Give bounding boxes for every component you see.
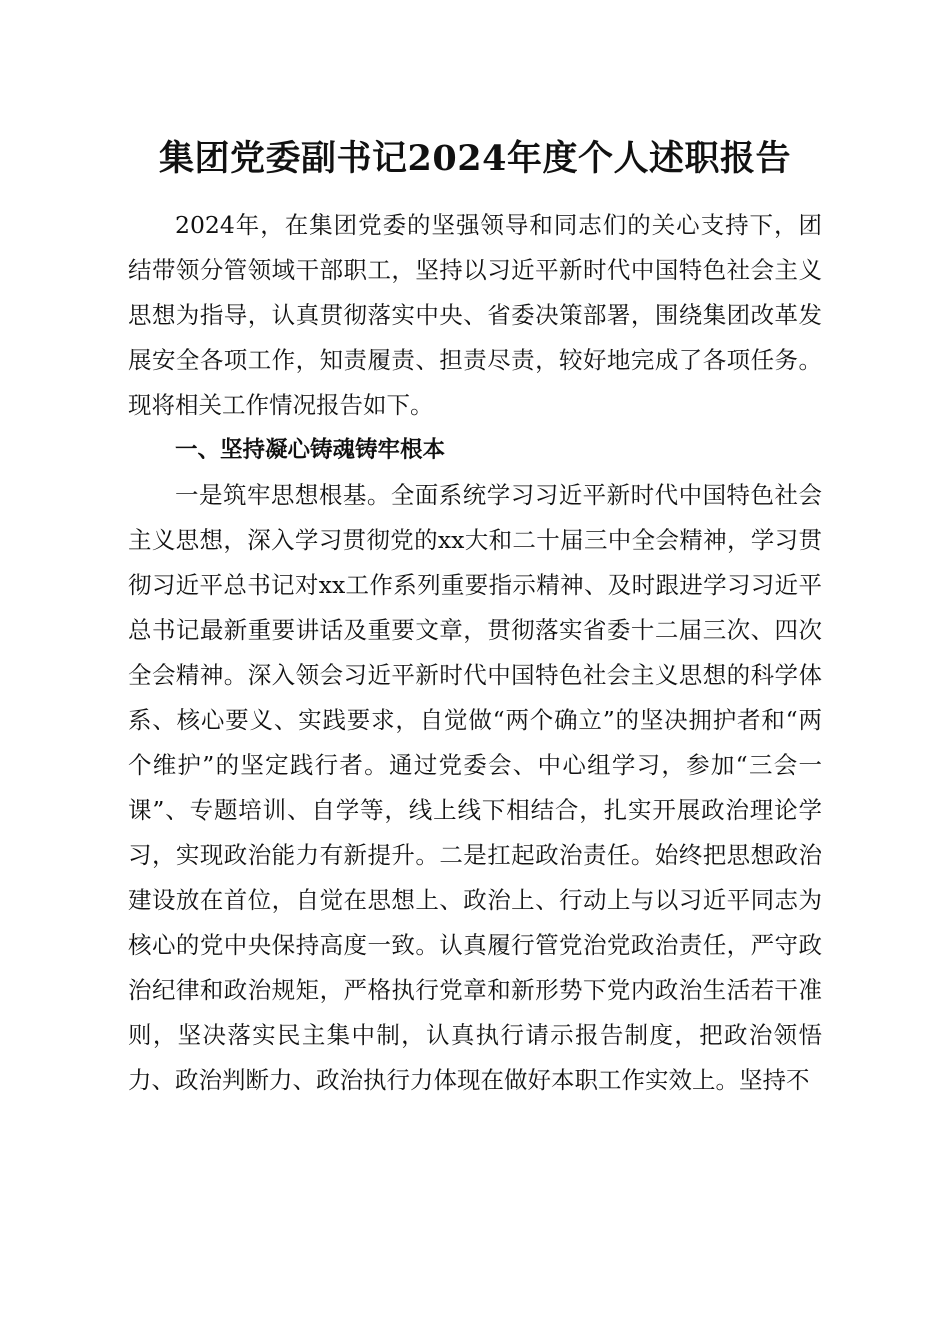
intro-paragraph: 2024年，在集团党委的坚强领导和同志们的关心支持下，团结带领分管领域干部职工，坚持以习近平新时代中国特色社会主义思想为指导，认真贯彻落实中央、省委决策部署，围绕集团改革发展安全各项工作，知责履责、担责尽责，较好地完成了各项任务。现将相关工作情况报告如下。 <box>128 211 822 419</box>
point-one-body: 全面系统学习习近平新时代中国特色社会主义思想，深入学习贯彻党的xx大和二十届三中全会精神，学习贯彻习近平总书记对xx工作系列重要指示精神、及时跟进学习习近平总书记最新重要讲话及重要文章，贯彻落实省委十二届三次、四次全会精神。深入领会习近平新时代中国特色社会主义思想的科学体系、核心要义、实践要求，自觉做“两个确立”的坚决拥护者和“两个维护”的坚定践行者。通过党委会、中心组学习，参加“三会一课”、专题培训、自学等，线上线下相结合，扎实开展政治理论学习，实现政治能力有新提升。 <box>128 481 823 869</box>
point-two-body: 始终把思想政治建设放在首位，自觉在思想上、政治上、行动上与以习近平同志为核心的党中央保持高度一致。认真履行管党治党政治责任，严守政治纪律和政治规矩，严格执行党章和新形势下党内政治生活若干准则，坚决落实民主集中制，认真执行请示报告制度，把政治领悟力、政治判断力、政治执行力体现在做好本职工作实效上。坚持不 <box>128 841 823 1094</box>
point-two-lead: 二是扛起政治责任。 <box>439 841 655 869</box>
section-heading: 一、坚持凝心铸魂铸牢根本 <box>175 437 446 463</box>
document-body <box>128 203 822 1103</box>
point-one-lead: 一是筑牢思想根基。 <box>175 481 391 509</box>
document-title: 集团党委副书记2024年度个人述职报告 <box>159 138 791 179</box>
section-paragraph <box>128 473 822 1103</box>
